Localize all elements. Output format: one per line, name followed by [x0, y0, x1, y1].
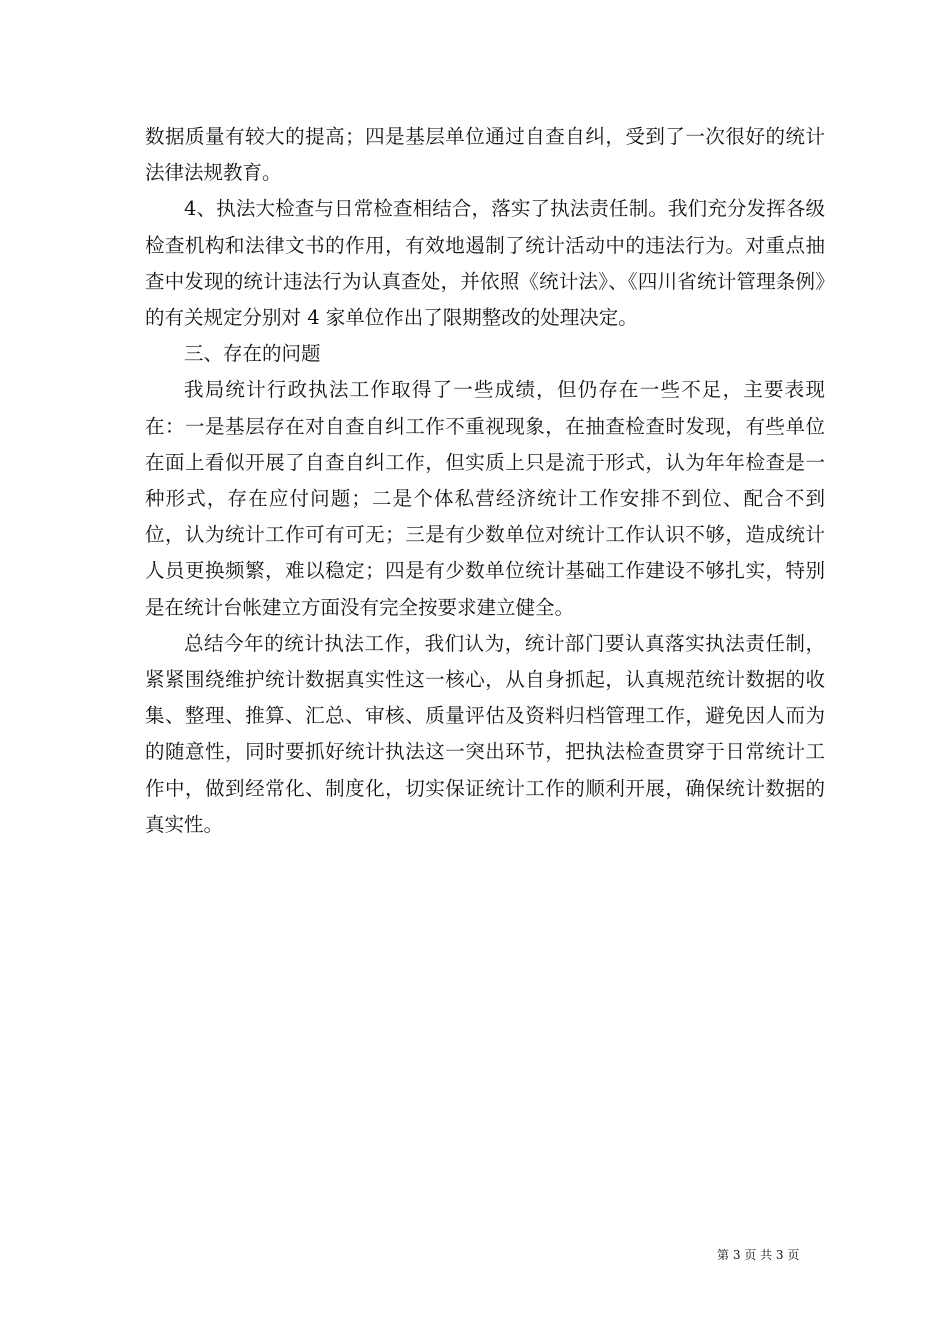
paragraph-summary: 总结今年的统计执法工作，我们认为，统计部门要认真落实执法责任制，紧紧围绕维护统计数据真实性这一核心，从自身抓起，认真规范统计数据的收集、整理、推算、汇总、审核、质量评估及资料归档管理工作，避免因人而为的随意性，同时要抓好统计执法这一突出环节，把执法检查贯穿于日常统计工作中，做到经常化、制度化，切实保证统计工作的顺利开展，确保统计数据的真实性。 [145, 631, 825, 836]
paragraph-enforcement-item-4: 4、执法大检查与日常检查相结合，落实了执法责任制。我们充分发挥各级检查机构和法律文书的作用，有效地遏制了统计活动中的违法行为。对重点抽查中发现的统计违法行为认真查处，并依照《统计法》、《四川省统计管理条例》的有关规定分别对 4 家单位作出了限期整改的处理决定。 [145, 197, 825, 330]
section-heading-existing-problems: 三、存在的问题 [184, 342, 321, 366]
page-number-footer: 第 3 页 共 3 页 [717, 1248, 800, 1262]
paragraph-problems: 我局统计行政执法工作取得了一些成绩，但仍存在一些不足，主要表现在：一是基层存在对自查自纠工作不重视现象，在抽查检查时发现，有些单位在面上看似开展了自查自纠工作，但实质上只是流于形式，认为年年检查是一种形式，存在应付问题；二是个体私营经济统计工作安排不到位、配合不到位，认为统计工作可有可无；三是有少数单位对统计工作认识不够，造成统计人员更换频繁，难以稳定；四是有少数单位统计基础工作建设不够扎实，特别是在统计台帐建立方面没有完全按要求建立健全。 [145, 378, 825, 619]
paragraph-continuation: 数据质量有较大的提高；四是基层单位通过自查自纠，受到了一次很好的统计法律法规教育。 [145, 125, 825, 185]
document-body [145, 119, 825, 843]
